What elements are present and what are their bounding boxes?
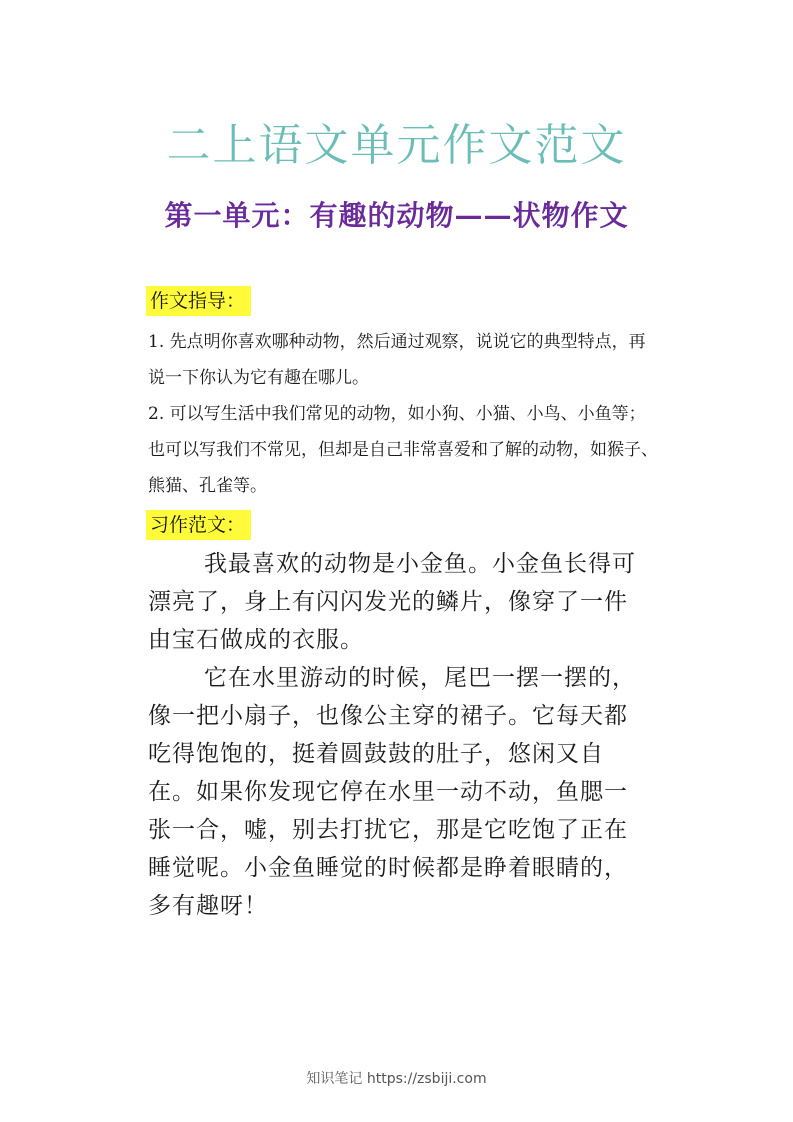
footer-source: 知识笔记 https://zsbiji.com [306,1071,487,1087]
unit-title: 第一单元：有趣的动物——状物作文 [164,199,629,232]
guide-item: 1. 先点明你喜欢哪种动物，然后通过观察，说说它的典型特点，再说一下你认为它有趣在哪儿。 [148,332,646,388]
essay-paragraph: 我最喜欢的动物是小金鱼。小金鱼长得可漂亮了，身上有闪闪发光的鳞片，像穿了一件由宝石做成的衣服。 [148,551,636,653]
guide-label: 作文指导： [146,286,251,316]
essay-body [148,545,648,925]
essay-label: 习作范文： [146,510,251,540]
guide-item: 2. 可以写生活中我们常见的动物，如小狗、小猫、小鸟、小鱼等；也可以写我们不常见，但却是自己非常喜爱和了解的动物，如猴子、熊猫、孔雀等。 [148,404,658,496]
guide-list [148,324,658,504]
essay-paragraph: 它在水里游动的时候，尾巴一摆一摆的，像一把小扇子，也像公主穿的裙子。它每天都吃得饱饱的，挺着圆鼓鼓的肚子，悠闲又自在。如果你发现它停在水里一动不动，鱼腮一张一合，嘘，别去打扰它，那是它吃饱了正在睡觉呢。小金鱼睡觉的时候都是睁着眼睛的，多有趣呀！ [148,665,636,919]
page-title: 二上语文单元作文范文 [166,120,627,171]
